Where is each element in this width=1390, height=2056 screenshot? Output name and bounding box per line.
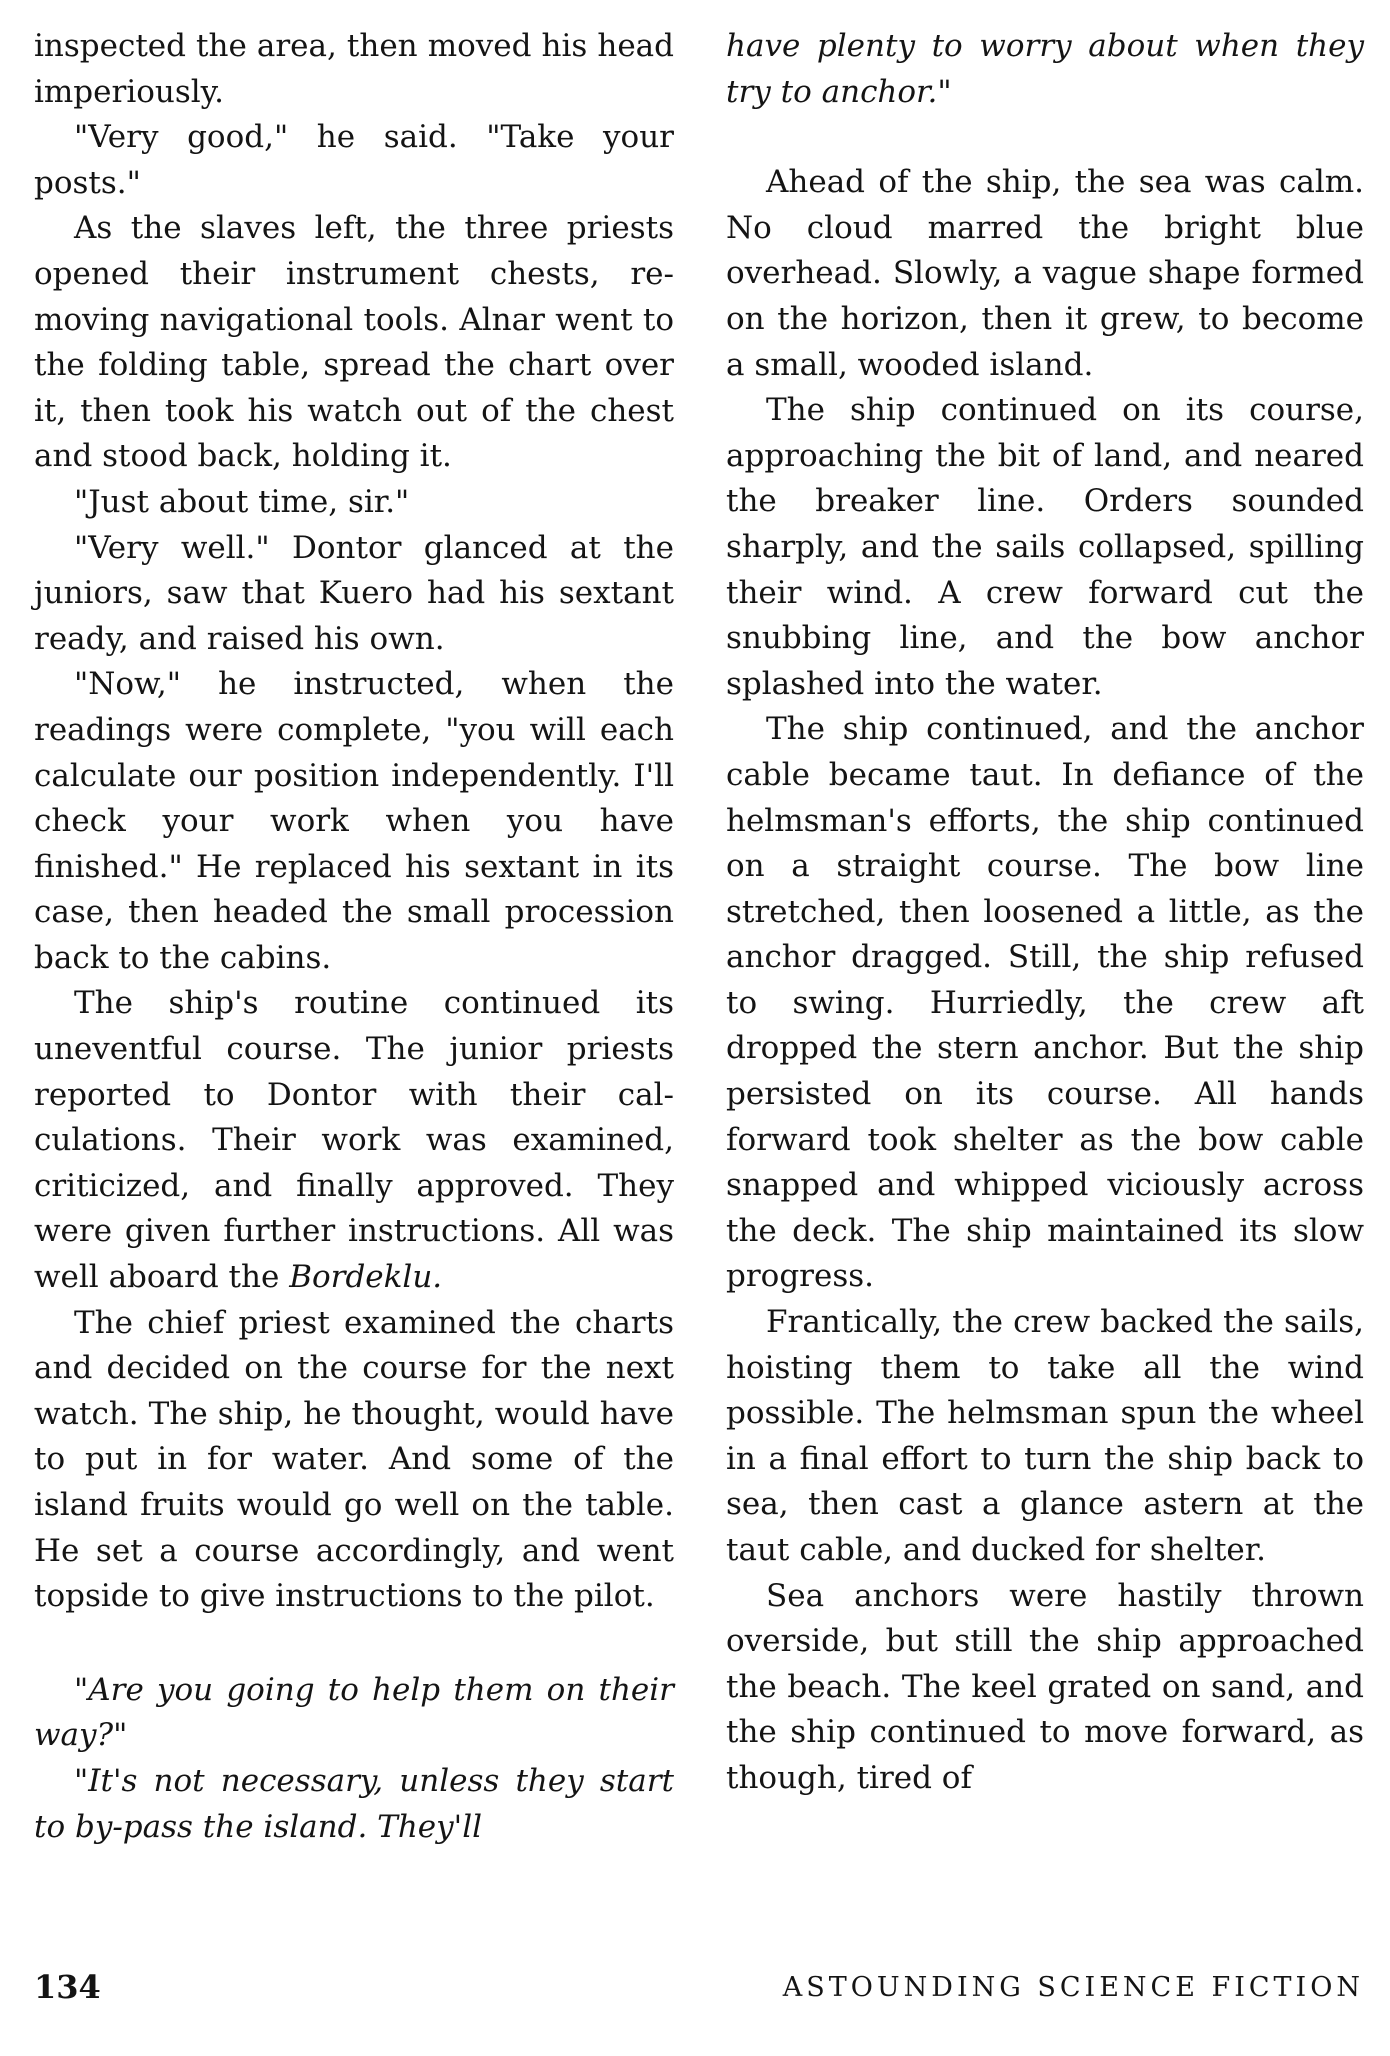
page-number: 134	[34, 1968, 101, 2006]
section-break	[726, 115, 1364, 160]
section-break	[34, 1620, 674, 1668]
paragraph: The ship continued, and the anchor cable became taut. In defiance of the helmsman's efforts, the ship continued on a straight course. The bow line stretched, then loosened a little, as the anchor dragged. Still, the ship refused to swing. Hurriedly, the crew aft dropped the stern anchor. But the ship persisted on its course. All hands forward took shelter as the bow cable snapped and whipped viciously across the deck. The ship maintained its slow progress.	[726, 711, 1364, 1295]
right-column	[726, 24, 1364, 1802]
paragraph: "Now," he instructed, when the readings were complete, "you will each calculate our position independently. I'll check your work when you have finished." He replaced his sextant in its case, then headed the small procession back to the cabins.	[34, 666, 674, 976]
ship-name: Bordeklu.	[289, 1259, 443, 1296]
paragraph: As the slaves left, the three priests opened their instrument chests, removing navigational tools. Alnar went to the folding table, spread the chart over it, then took his watch out of the chest and stood back, holding it.	[34, 210, 674, 475]
paragraph: The chief priest examined the charts and decided on the course for the next watch. The ship, he thought, would have to put in for water. And some of the island fruits would go well on the table. He set a course accordingly, and went topside to give instructions to the pilot.	[34, 1304, 674, 1615]
dialogue-italic: "Are you going to help them on their way?"	[34, 1671, 674, 1754]
dialogue-italic: "It's not necessary, unless they start to by-pass the island. They'll	[34, 1762, 674, 1845]
left-column	[34, 24, 674, 1850]
paragraph	[34, 981, 674, 1300]
magazine-title: ASTOUNDING SCIENCE FICTION	[782, 1972, 1364, 2003]
dialogue-italic: have plenty to worry about when they try to anchor."	[726, 28, 1364, 110]
paragraph: "Very well." Dontor glanced at the juniors, saw that Kuero had his sextant ready, and raised his own.	[34, 529, 674, 657]
paragraph: The ship continued on its course, approaching the bit of land, and neared the breaker line. Orders sounded sharply, and the sails collapsed, spilling their wind. A crew forward cut the snubbing line, and the bow anchor splashed into the water.	[726, 392, 1364, 702]
paragraph-text: The ship's routine continued its uneventful course. The junior priests reported to Dontor with their calculations. Their work was examined, criticized, and finally approved. They were given further instructions. All was well aboard the	[34, 985, 674, 1296]
paragraph: inspected the area, then moved his head imperiously.	[34, 28, 674, 110]
paragraph: Sea anchors were hastily thrown overside, but still the ship approached the beach. The keel grated on sand, and the ship continued to move forward, as though, tired of	[726, 1577, 1364, 1796]
paragraph: "Very good," he said. "Take your posts."	[34, 119, 674, 201]
paragraph: Frantically, the crew backed the sails, hoisting them to take all the wind possible. The helmsman spun the wheel in a final effort to turn the ship back to sea, then cast a glance astern at the taut cable, and ducked for shelter.	[726, 1304, 1364, 1568]
page-footer	[34, 1968, 1364, 2018]
paragraph: "Just about time, sir."	[74, 483, 410, 520]
paragraph: Ahead of the ship, the sea was calm. No cloud marred the bright blue overhead. Slowly, a vague shape formed on the horizon, then it grew, to become a small, wooded island.	[726, 164, 1364, 383]
